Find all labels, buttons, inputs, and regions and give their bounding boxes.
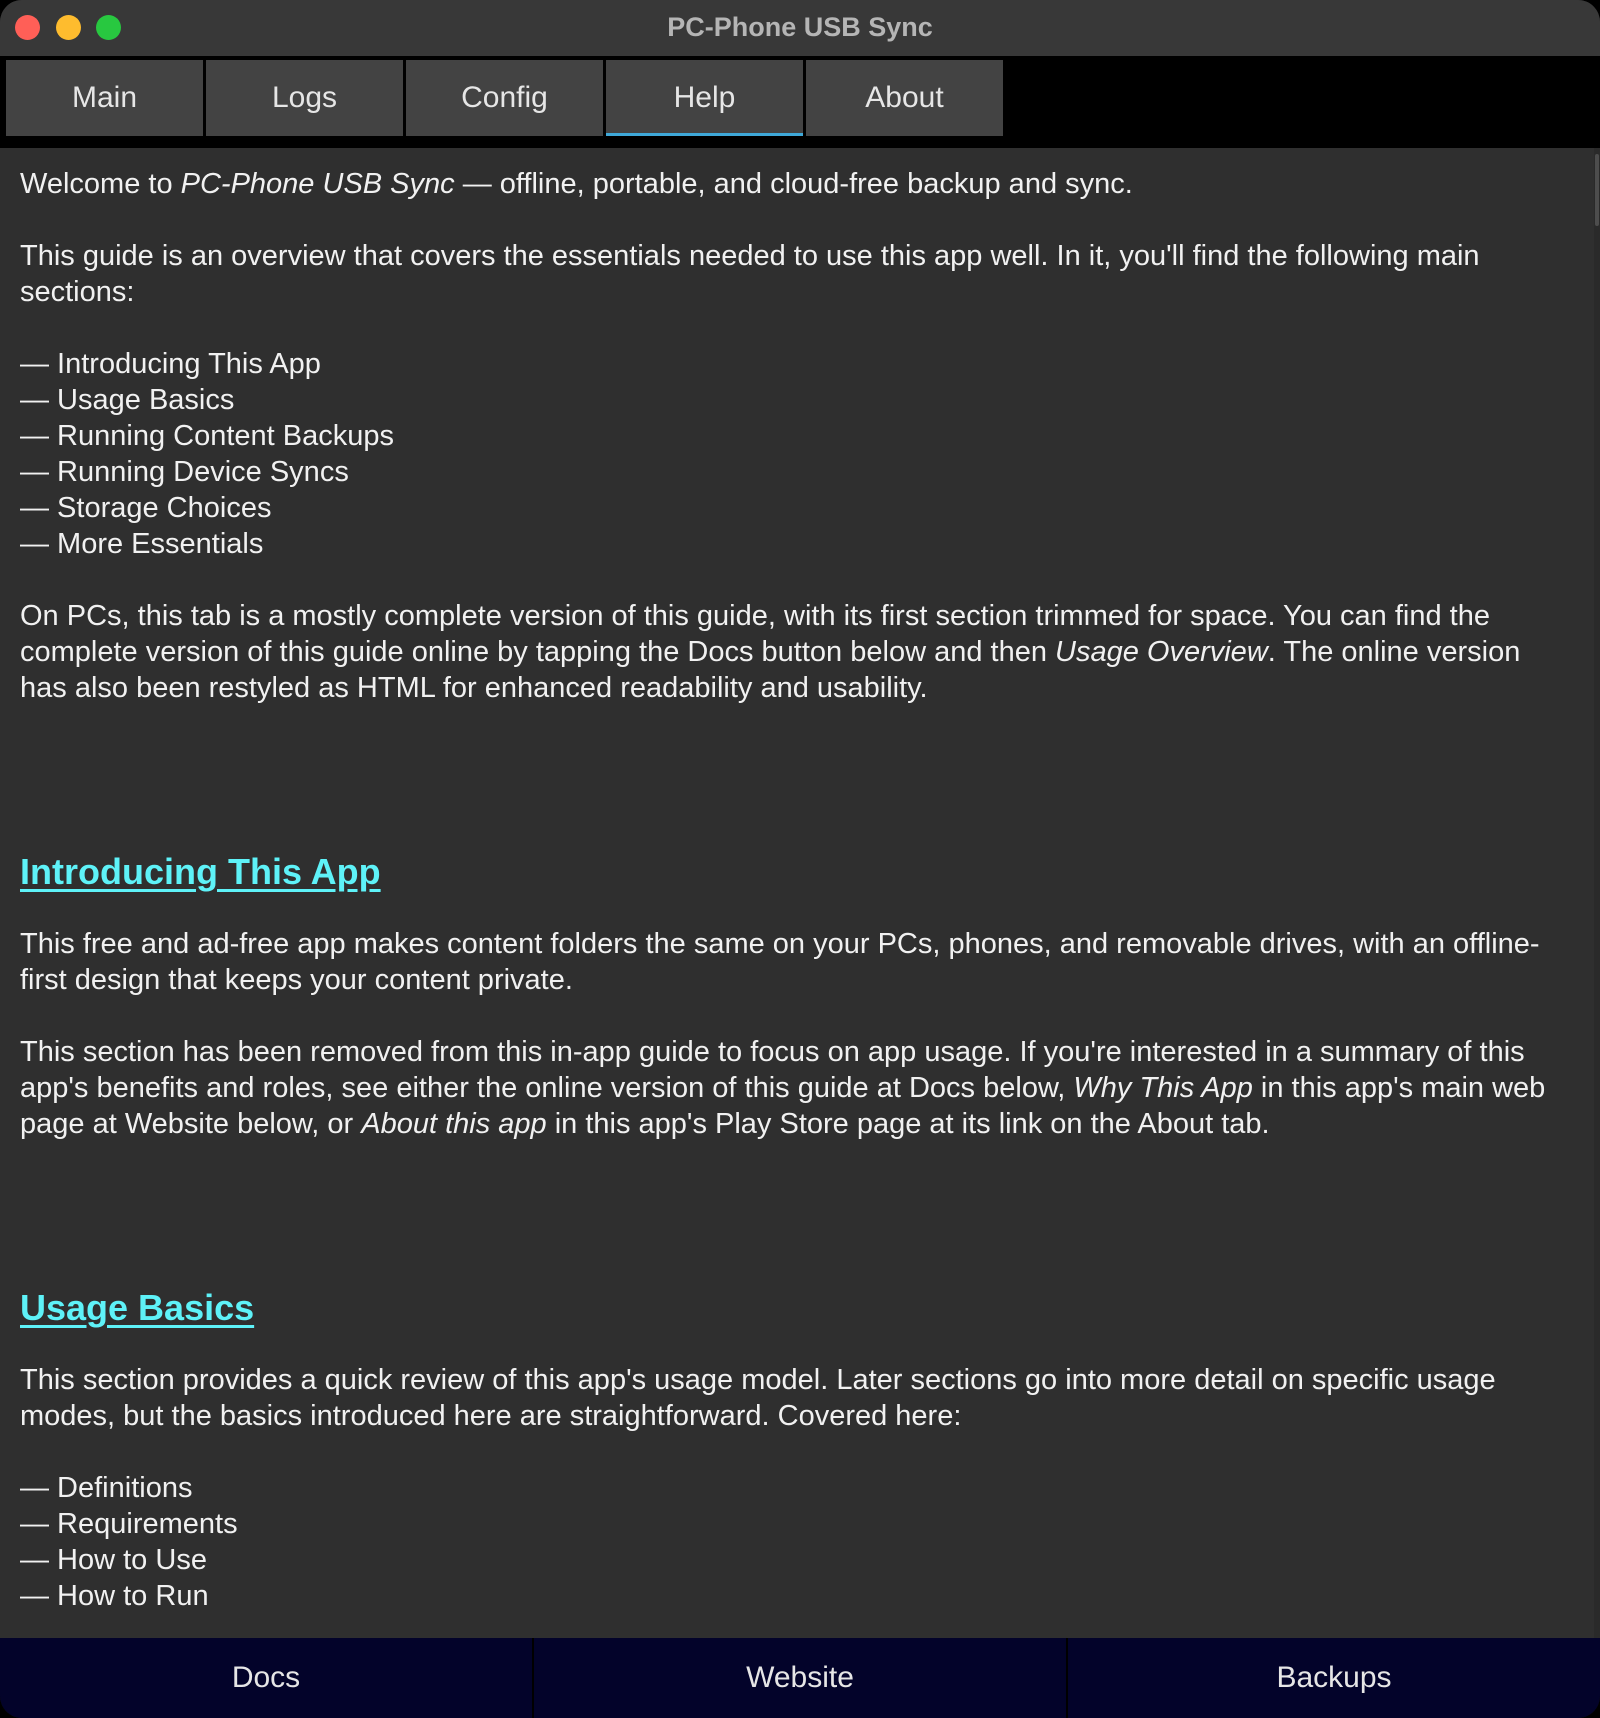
pc-note-italic: Usage Overview bbox=[1055, 636, 1268, 668]
list-item: — Introducing This App bbox=[20, 348, 321, 380]
tab-config[interactable]: Config bbox=[406, 60, 603, 136]
welcome-app-name: PC-Phone USB Sync bbox=[180, 168, 455, 200]
spacer bbox=[20, 742, 1574, 850]
welcome-suffix: — offline, portable, and cloud-free backup and sync. bbox=[454, 168, 1133, 200]
spacer bbox=[20, 1178, 1574, 1286]
tab-help[interactable]: Help bbox=[606, 60, 803, 136]
heading-introducing-this-app: Introducing This App bbox=[20, 851, 381, 892]
list-item: — Requirements bbox=[20, 1508, 238, 1540]
website-button[interactable]: Website bbox=[534, 1638, 1066, 1718]
backups-button[interactable]: Backups bbox=[1068, 1638, 1600, 1718]
list-item: — Definitions bbox=[20, 1472, 193, 1504]
tab-bar bbox=[0, 56, 1600, 148]
pc-note-part1: On PCs, this tab is a mostly complete version of this guide, with its first section trimmed for space. You can find the complete version of this guide online by tapping the Docs button below and then bbox=[20, 600, 1490, 668]
intro-para2-italic2: About this app bbox=[361, 1108, 547, 1140]
list-item: — Running Device Syncs bbox=[20, 456, 349, 488]
content-scrollbar[interactable] bbox=[1594, 148, 1600, 1638]
intro-para1: This free and ad-free app makes content folders the same on your PCs, phones, and removable drives, with an offline-first design that keeps your content private. bbox=[20, 928, 1540, 996]
scrollbar-thumb[interactable] bbox=[1595, 154, 1599, 226]
welcome-text bbox=[20, 166, 1574, 202]
list-item: — More Essentials bbox=[20, 528, 264, 560]
pc-note bbox=[20, 598, 1574, 706]
title-bar bbox=[0, 0, 1600, 56]
usage-para1: This section provides a quick review of this app's usage model. Later sections go into more detail on specific usage modes, but the basics introduced here are straightforward. Covered here: bbox=[20, 1364, 1496, 1432]
usage-list bbox=[20, 1470, 1574, 1614]
window-title: PC-Phone USB Sync bbox=[667, 12, 933, 42]
welcome-prefix: Welcome to bbox=[20, 168, 181, 200]
tab-logs[interactable]: Logs bbox=[206, 60, 403, 136]
intro-para2-part1: This section has been removed from this in-app guide to focus on app usage. If you're interested in a summary of this app's benefits and roles, see either the online version of this guide at Docs below, bbox=[20, 1036, 1525, 1104]
intro-para2-part2: in this app's main web page at Website below, or bbox=[20, 1072, 1546, 1140]
list-item: — Running Content Backups bbox=[20, 420, 394, 452]
list-item: — How to Use bbox=[20, 1544, 207, 1576]
intro-para2-part3: in this app's Play Store page at its link on the About tab. bbox=[546, 1108, 1270, 1140]
docs-button[interactable]: Docs bbox=[0, 1638, 532, 1718]
sections-list bbox=[20, 346, 1574, 562]
intro-para2-italic1: Why This App bbox=[1073, 1072, 1253, 1104]
list-item: — Usage Basics bbox=[20, 384, 235, 416]
help-content[interactable] bbox=[0, 148, 1594, 1638]
overview-intro: This guide is an overview that covers the essentials needed to use this app well. In it, you'll find the following main sections: bbox=[20, 240, 1480, 308]
intro-para2 bbox=[20, 1034, 1574, 1142]
tab-main[interactable]: Main bbox=[6, 60, 203, 136]
list-item: — Storage Choices bbox=[20, 492, 272, 524]
list-item: — How to Run bbox=[20, 1580, 209, 1612]
bottom-button-bar bbox=[0, 1638, 1600, 1718]
pc-note-part2: . The online version has also been restyled as HTML for enhanced readability and usability. bbox=[20, 636, 1521, 704]
tab-about[interactable]: About bbox=[806, 60, 1003, 136]
heading-usage-basics: Usage Basics bbox=[20, 1287, 255, 1328]
